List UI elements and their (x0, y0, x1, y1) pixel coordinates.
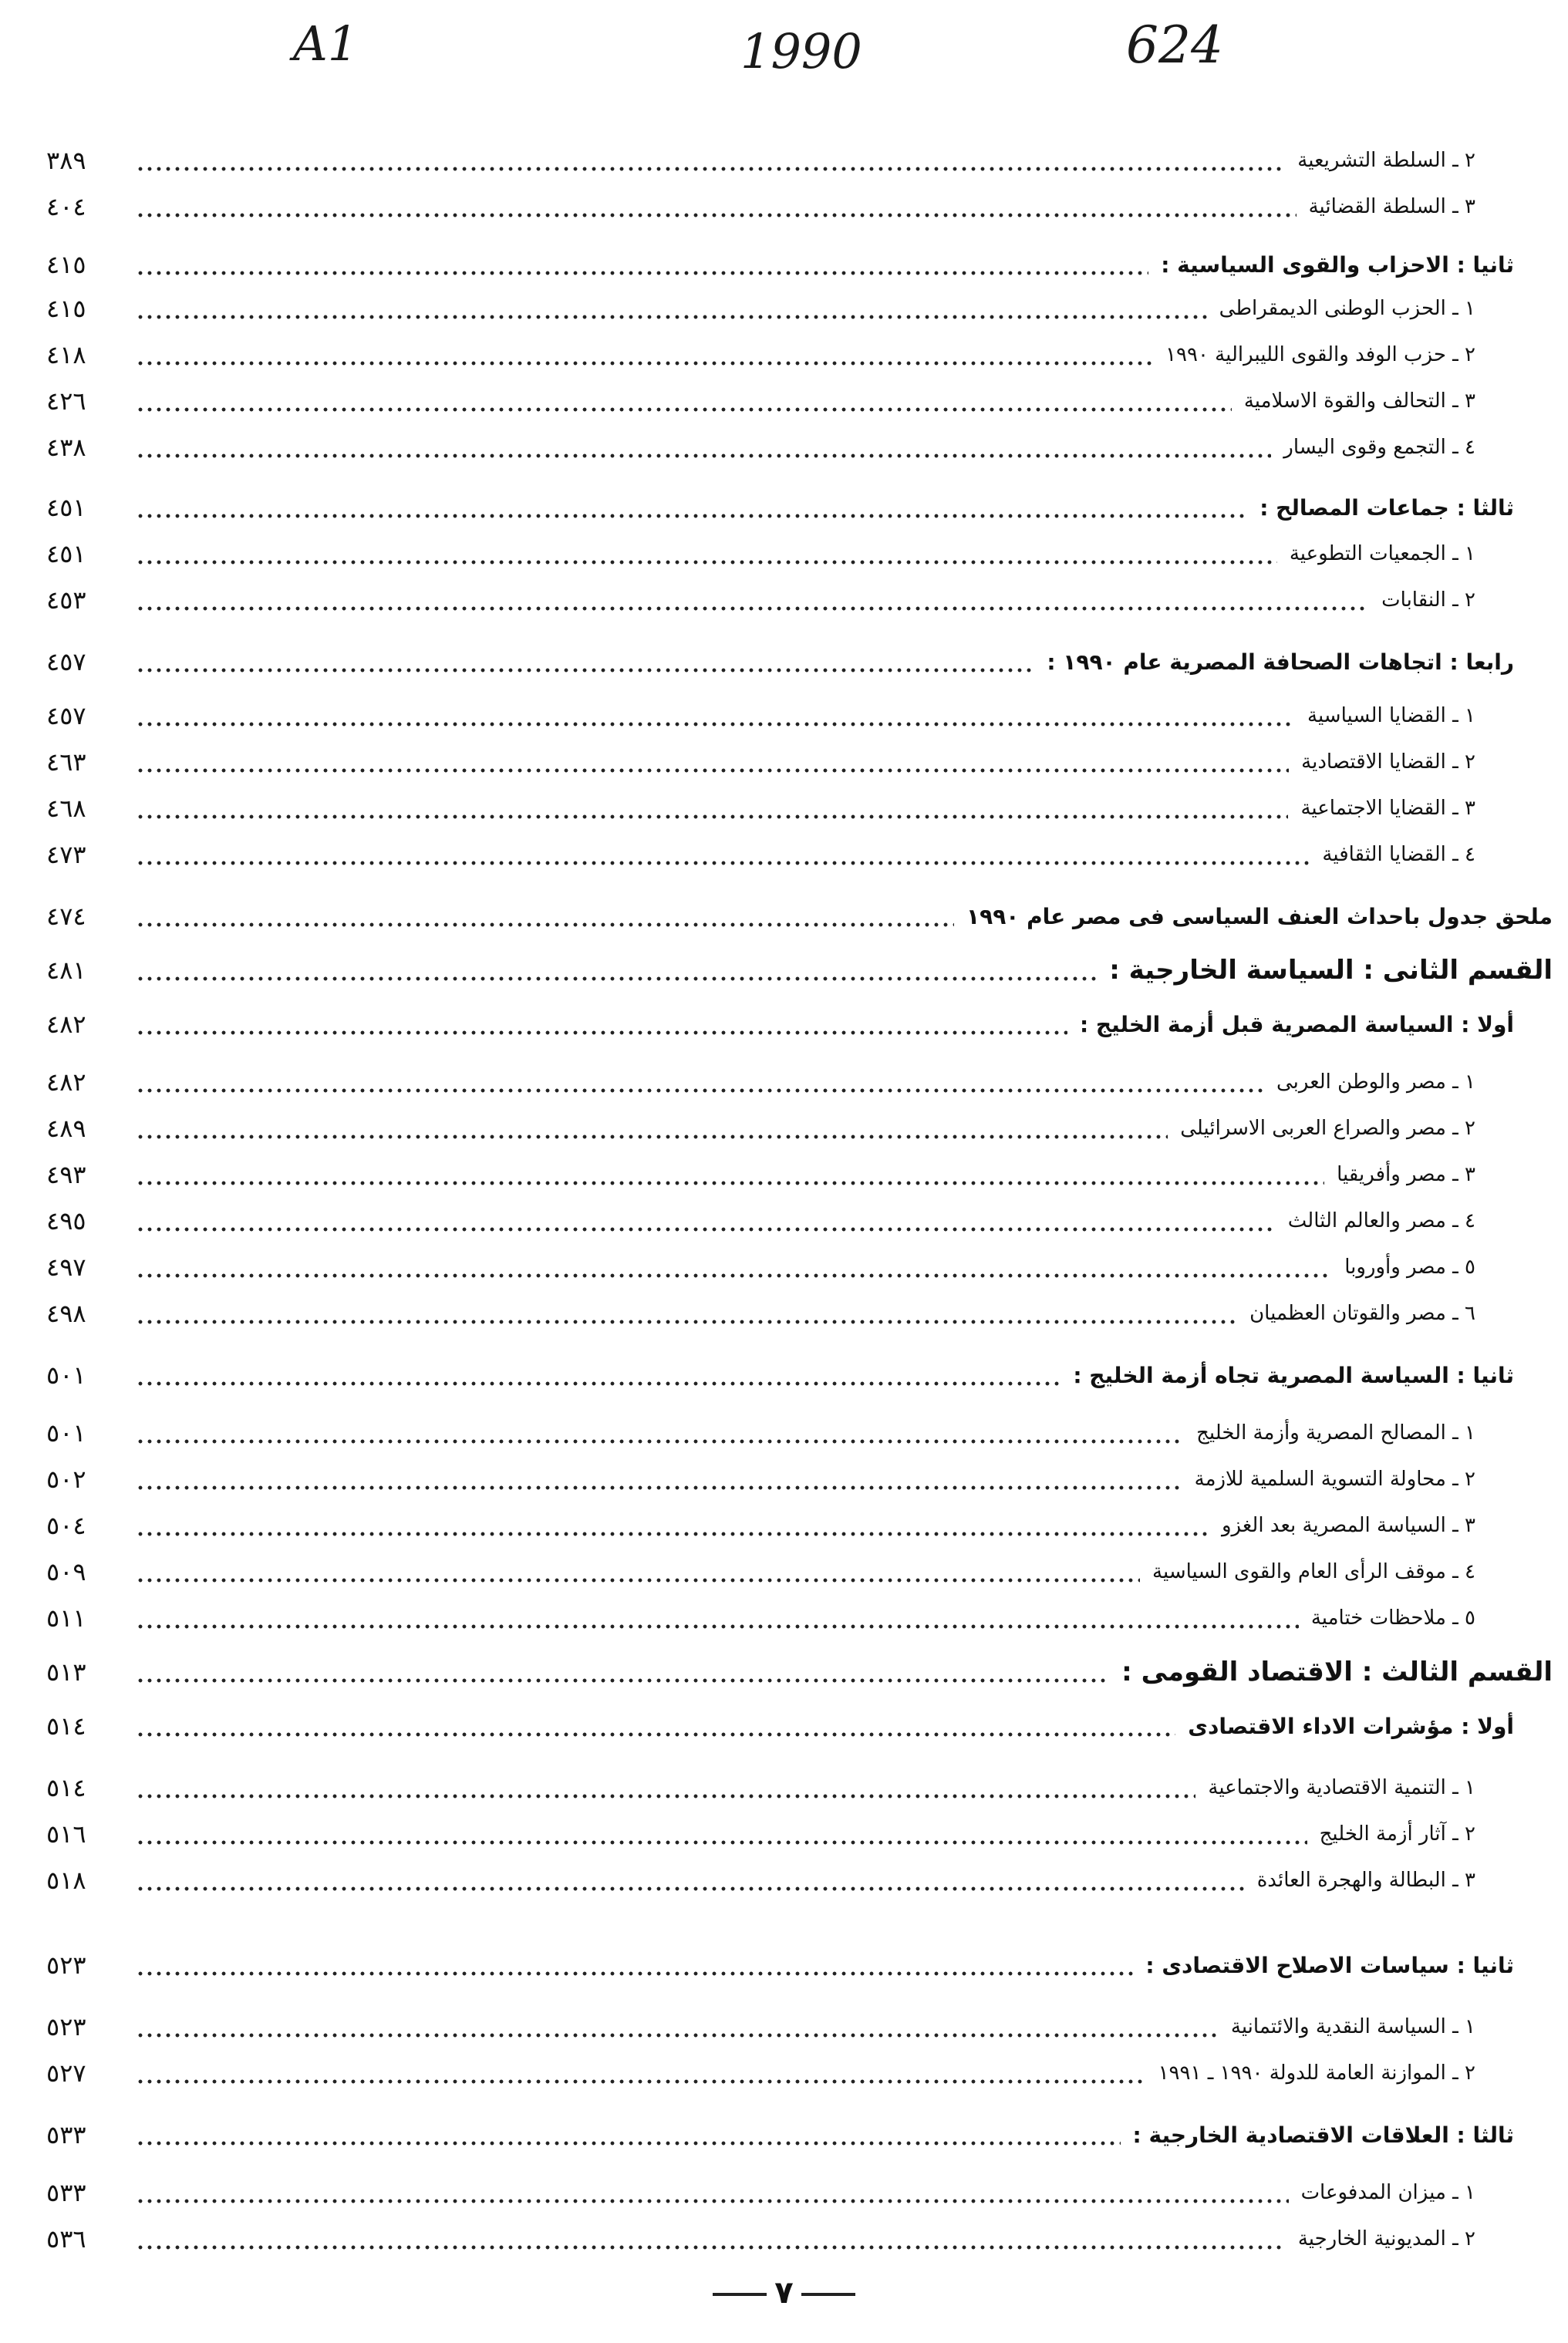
toc-section-heading (46, 1354, 1553, 1397)
toc-page-number: ٥٠٤ (46, 1511, 86, 1540)
toc-section-heading (46, 640, 1553, 683)
toc-entry (46, 1060, 1553, 1104)
toc-page-number: ٤٩٨ (46, 1299, 86, 1328)
toc-page-number: ٤٢٦ (46, 386, 86, 416)
toc-entry (46, 694, 1553, 737)
toc-page-number: ٤١٥ (46, 250, 86, 279)
toc-page-number: ٤٨٢ (46, 1010, 86, 1039)
dot-leader (136, 2076, 1146, 2087)
toc-section-heading (46, 1003, 1553, 1046)
toc-page-number: ٤٧٣ (46, 840, 86, 869)
dot-leader (136, 858, 1310, 868)
toc-page-number: ٥٣٣ (46, 2178, 86, 2207)
toc-entry (46, 1292, 1553, 1335)
dot-leader (136, 2030, 1219, 2041)
toc-entry (46, 1812, 1553, 1856)
dot-leader (136, 450, 1271, 461)
toc-entry-title: ٢ ـ محاولة التسوية السلمية للازمة (1194, 1468, 1475, 1491)
toc-entry (46, 1766, 1553, 1809)
toc-entry (46, 426, 1553, 469)
toc-entry (46, 787, 1553, 830)
toc-page-number: ٥٣٣ (46, 2120, 86, 2149)
toc-entry-title: ٤ ـ مصر والعالم الثالث (1287, 1209, 1475, 1232)
dot-leader (136, 312, 1207, 322)
dot-leader (136, 2138, 1121, 2149)
dot-leader (136, 1791, 1195, 1802)
toc-entry-title: ثانيا : سياسات الاصلاح الاقتصادى : (1145, 1952, 1514, 1978)
toc-entry (46, 2171, 1553, 2214)
toc-entry (46, 2217, 1553, 2260)
toc-entry-title: ١ ـ التنمية الاقتصادية والاجتماعية (1208, 1776, 1475, 1799)
toc-entry (46, 2005, 1553, 2048)
toc-entry (46, 740, 1553, 784)
toc-page-number: ٥١٣ (46, 1657, 86, 1687)
toc-entry (46, 379, 1553, 423)
dot-leader (136, 811, 1288, 822)
toc-section-heading (46, 2113, 1553, 2156)
page-number: ٧ (774, 2275, 794, 2311)
toc-entry-title: ٣ ـ مصر وأفريقيا (1337, 1163, 1475, 1186)
dot-leader (136, 511, 1247, 521)
toc-page-number: ٥١٨ (46, 1866, 86, 1895)
page-footer (0, 2275, 1568, 2311)
toc-entry-title: ٢ ـ السلطة التشريعية (1297, 149, 1475, 172)
toc-page-number: ٤٩٣ (46, 1160, 86, 1189)
dot-leader (136, 1270, 1332, 1281)
dot-leader (136, 603, 1369, 614)
dot-leader (136, 1085, 1264, 1096)
toc-entry-title: ٥ ـ مصر وأوروبا (1344, 1256, 1475, 1279)
dot-leader (136, 1436, 1184, 1447)
toc-entry (46, 532, 1553, 575)
dot-leader (136, 1316, 1237, 1327)
toc-entry-title: ١ ـ المصالح المصرية وأزمة الخليج (1196, 1421, 1475, 1445)
toc-entry (46, 1596, 1553, 1640)
toc-entry-title: ثانيا : السياسة المصرية تجاه أزمة الخليج : (1073, 1362, 1514, 1388)
toc-entry-title: ٦ ـ مصر والقوتان العظميان (1249, 1302, 1475, 1325)
toc-entry-title: ٣ ـ السلطة القضائية (1308, 195, 1475, 218)
dot-leader (136, 1968, 1133, 1979)
toc-part-heading (46, 1650, 1553, 1694)
dot-leader (136, 973, 1097, 984)
toc-appendix (46, 895, 1553, 938)
toc-entry-title: ١ ـ السياسة النقدية والائتمانية (1230, 2015, 1475, 2038)
handwritten-header (0, 0, 1568, 100)
toc-entry-title: ١ ـ الجمعيات التطوعية (1289, 542, 1475, 565)
dot-leader (136, 1675, 1109, 1686)
toc-page-number: ٥١٤ (46, 1711, 86, 1741)
toc-page-number: ٤٣٨ (46, 433, 86, 462)
dot-leader (136, 2196, 1289, 2206)
handwritten-year: 1990 (740, 23, 862, 79)
toc-page-number: ٤١٨ (46, 340, 86, 369)
toc-entry-title: ثانيا : الاحزاب والقوى السياسية : (1161, 251, 1514, 278)
toc-page-number: ٥٠١ (46, 1360, 86, 1390)
toc-page-number: ٥٢٧ (46, 2058, 86, 2088)
toc-page-number: ٥١٤ (46, 1773, 86, 1802)
dot-leader (136, 1837, 1307, 1848)
toc-page-number: ٤٨٢ (46, 1067, 86, 1097)
toc-entry-title: ٣ ـ القضايا الاجتماعية (1300, 797, 1475, 820)
dot-leader (136, 210, 1297, 221)
toc-entry (46, 2051, 1553, 2095)
toc-section-heading (46, 1944, 1553, 1987)
dot-leader (136, 1378, 1061, 1389)
toc-entry (46, 1859, 1553, 1902)
toc-page-number: ٤٨٩ (46, 1114, 86, 1143)
toc-page-number: ٤٠٤ (46, 192, 86, 221)
toc-page-number: ٥٠٢ (46, 1465, 86, 1494)
toc-entry-title: ٤ ـ التجمع وقوى اليسار (1283, 436, 1475, 459)
toc-page-number: ٥١٦ (46, 1819, 86, 1849)
footer-dash-right (801, 2293, 855, 2296)
dot-leader (136, 665, 1034, 676)
dot-leader (136, 919, 954, 930)
toc-page-number: ٤٩٧ (46, 1252, 86, 1282)
toc-entry-title: رابعا : اتجاهات الصحافة المصرية عام ١٩٩٠ : (1047, 649, 1514, 675)
toc-page-number: ٥٠٩ (46, 1557, 86, 1586)
toc-page-number: ٤٦٨ (46, 794, 86, 823)
dot-leader (136, 1621, 1299, 1632)
toc-page-number: ٤٥٣ (46, 585, 86, 615)
dot-leader (136, 719, 1295, 730)
toc-entry-title: ٢ ـ حزب الوفد والقوى الليبرالية ١٩٩٠ (1165, 343, 1475, 366)
toc-page-number: ٤٥١ (46, 493, 86, 522)
dot-leader (136, 1482, 1182, 1493)
dot-leader (136, 1575, 1140, 1586)
toc-entry (46, 139, 1553, 182)
toc-entry-title: ١ ـ مصر والوطن العربى (1276, 1070, 1475, 1094)
toc-entry-title: ٤ ـ موقف الرأى العام والقوى السياسية (1152, 1560, 1475, 1583)
toc-entry-title: ١ ـ الحزب الوطنى الديمقراطى (1219, 297, 1475, 320)
toc-entry-title: ١ ـ ميزان المدفوعات (1300, 2181, 1475, 2204)
toc-entry (46, 287, 1553, 330)
footer-dash-left (713, 2293, 767, 2296)
toc-entry-title: ٢ ـ القضايا الاقتصادية (1301, 750, 1475, 774)
toc-page-number: ٤٧٤ (46, 902, 86, 931)
toc-entry (46, 1153, 1553, 1196)
toc-entry-title: ١ ـ القضايا السياسية (1307, 704, 1475, 727)
toc-entry (46, 1550, 1553, 1593)
toc-entry-title: ملحق جدول باحداث العنف السياسى فى مصر عام ١٩٩٠ (966, 903, 1553, 929)
toc-entry (46, 1107, 1553, 1150)
toc-entry (46, 1411, 1553, 1455)
toc-page-number: ٥١١ (46, 1603, 86, 1633)
toc-entry-title: أولا : مؤشرات الاداء الاقتصادى (1188, 1713, 1514, 1739)
toc-page-number: ٥٢٣ (46, 1950, 86, 1980)
toc-entry (46, 185, 1553, 228)
toc-page-number: ٤١٥ (46, 294, 86, 323)
handwritten-number: 624 (1126, 15, 1223, 75)
toc-entry-title: ٥ ـ ملاحظات ختامية (1310, 1606, 1475, 1630)
toc-entry-title: أولا : السياسة المصرية قبل أزمة الخليج : (1079, 1011, 1514, 1037)
toc-entry (46, 1458, 1553, 1501)
toc-entry-title: ٣ ـ السياسة المصرية بعد الغزو (1221, 1514, 1475, 1537)
toc-page-number: ٤٥٧ (46, 701, 86, 730)
dot-leader (136, 1529, 1209, 1539)
toc-page-number: ٥٣٦ (46, 2224, 86, 2254)
dot-leader (136, 268, 1148, 278)
toc-page-number: ٤٦٣ (46, 747, 86, 777)
dot-leader (136, 358, 1153, 369)
toc-entry-title: ثالثا : جماعات المصالح : (1259, 494, 1514, 521)
toc-entry (46, 1199, 1553, 1242)
toc-entry (46, 578, 1553, 622)
toc-section-heading (46, 1704, 1553, 1748)
toc-page-number: ٤٨١ (46, 956, 86, 985)
toc-entry-title: ٢ ـ الموازنة العامة للدولة ١٩٩٠ ـ ١٩٩١ (1158, 2062, 1475, 2085)
toc-entry-title: القسم الثالث : الاقتصاد القومى : (1121, 1657, 1553, 1687)
toc-section-heading (46, 486, 1553, 529)
toc-entry-title: ٢ ـ النقابات (1381, 588, 1475, 612)
dot-leader (136, 1131, 1168, 1142)
toc-entry-title: ثالثا : العلاقات الاقتصادية الخارجية : (1132, 2122, 1514, 2148)
dot-leader (136, 557, 1277, 568)
toc-entry-title: ٣ ـ التحالف والقوة الاسلامية (1243, 389, 1475, 413)
toc-entry (46, 1504, 1553, 1547)
toc-page-number: ٤٥١ (46, 539, 86, 568)
dot-leader (136, 1729, 1175, 1740)
toc-entry (46, 333, 1553, 376)
toc-page-number: ٣٨٩ (46, 146, 86, 175)
toc-page-number: ٥٠١ (46, 1418, 86, 1448)
dot-leader (136, 1883, 1245, 1894)
dot-leader (136, 164, 1285, 174)
toc-entry (46, 833, 1553, 876)
toc-entry-title: ٤ ـ القضايا الثقافية (1322, 843, 1475, 866)
toc-entry-title: ٢ ـ المديونية الخارجية (1297, 2227, 1475, 2250)
toc-page-number: ٤٥٧ (46, 647, 86, 676)
toc-entry-title: ٣ ـ البطالة والهجرة العائدة (1256, 1869, 1475, 1892)
dot-leader (136, 404, 1232, 415)
toc-entry (46, 1246, 1553, 1289)
dot-leader (136, 765, 1289, 776)
dot-leader (136, 1178, 1324, 1188)
toc-page-number: ٥٢٣ (46, 2012, 86, 2041)
dot-leader (136, 1027, 1067, 1038)
toc-page-number: ٤٩٥ (46, 1206, 86, 1236)
toc-entry-title: ٢ ـ مصر والصراع العربى الاسرائيلى (1180, 1117, 1475, 1140)
handwritten-mark-left: A1 (293, 15, 359, 72)
dot-leader (136, 1224, 1276, 1235)
toc-part-heading (46, 949, 1553, 992)
toc-entry-title: ٢ ـ آثار أزمة الخليج (1319, 1822, 1475, 1846)
dot-leader (136, 2242, 1286, 2253)
toc-entry-title: القسم الثانى : السياسة الخارجية : (1109, 955, 1553, 986)
toc-section-heading (46, 243, 1553, 286)
